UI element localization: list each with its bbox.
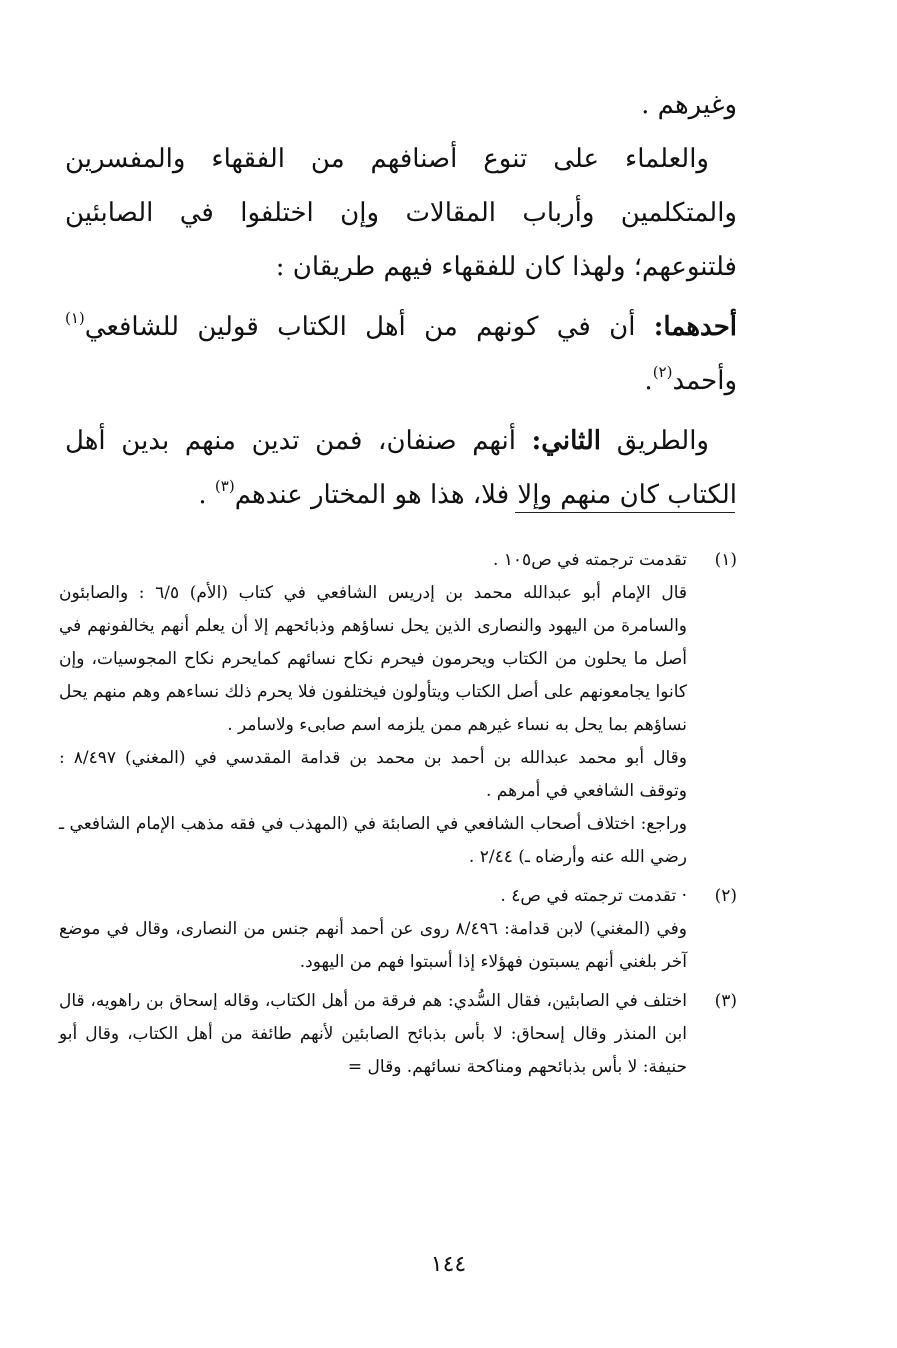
footnote-paragraph: قال الإمام أبو عبدالله محمد بن إدريس الشافعي في كتاب (الأم) ٦/٥ : والصابئون والسامرة من اليهود والنصارى الذين يحل نساؤهم وذبائحهم إلا أن يعلم أنهم يخالفونهم في أصل ما يحلون من الكتاب ويحرمون فيحرم نكاح نسائهم كمايحرم نكاح المجوسيات، وإن كانوا يجامعونهم على أصل الكتاب ويتأولون فيختلفون فلا يحرم ذلك نساءهم وهم منهم يحل نساؤهم بما يحل به نساء غيرهم ممن يلزمه اسم صابىء ولاسامر . bbox=[59, 583, 687, 735]
first-way-text-2: وأحمد bbox=[672, 366, 737, 396]
footnote-2 bbox=[59, 880, 737, 979]
main-text bbox=[65, 78, 737, 528]
first-way-text: أن في كونهم من أهل الكتاب قولين للشافعي bbox=[84, 312, 654, 342]
second-way-end: . bbox=[198, 480, 215, 510]
footnote-paragraph: وفي (المغني) لابن قدامة: ٨/٤٩٦ روى عن أحمد أنهم جنس من النصارى، وقال في موضع آخر بلغني أنهم يسبتون فهؤلاء إذا أسبتوا فهم من اليهود. bbox=[59, 919, 687, 972]
footnotes-section bbox=[59, 544, 737, 1090]
paragraph-continuation: وغيرهم . bbox=[641, 90, 737, 120]
footnote-paragraph: اختلف في الصابئين، فقال السُّدي: هم فرقة من أهل الكتاب، وقاله إسحاق بن راهويه، قال ابن المنذر وقال إسحاق: لا بأس بذبائح الصابئين لأنهم طائفة من أهل الكتاب، وقال أبو حنيفة: لا بأس بذبائحهم ومناكحة نسائهم. وقال = bbox=[59, 991, 687, 1077]
first-way-label: أحدهما: bbox=[653, 312, 737, 342]
second-way-text: أنهم صنفان، فمن تدين منهم بدين أهل الكتاب كان منهم وإلا فلا، هذا هو المختار عندهم bbox=[65, 426, 737, 510]
footnote-1 bbox=[59, 544, 737, 874]
footnote-separator bbox=[515, 512, 735, 513]
paragraph-second-way bbox=[65, 414, 737, 522]
footnote-number: (٣) bbox=[714, 991, 737, 1011]
second-way-intro: والطريق bbox=[601, 426, 709, 456]
footnote-number: (٢) bbox=[714, 886, 737, 906]
paragraph-scholars: والعلماء على تنوع أصنافهم من الفقهاء والمفسرين والمتكلمين وأرباب المقالات وإن اختلفوا في الصابئين فلتنوعهم؛ ولهذا كان للفقهاء فيهم طريقان : bbox=[65, 144, 737, 282]
footnote-paragraph: تقدمت ترجمته في ص١٠٥ . bbox=[492, 550, 687, 570]
footnote-ref-1: (١) bbox=[65, 309, 85, 328]
first-way-end: . bbox=[644, 366, 653, 396]
footnote-3 bbox=[59, 985, 737, 1084]
page-number: ١٤٤ bbox=[430, 1252, 467, 1277]
footnote-paragraph: وراجع: اختلاف أصحاب الشافعي في الصابئة في (المهذب في فقه مذهب الإمام الشافعي ـ رضي الله عنه وأرضاه ـ) ٢/٤٤ . bbox=[59, 814, 687, 867]
footnote-paragraph: وقال أبو محمد عبدالله بن أحمد بن محمد بن قدامة المقدسي في (المغني) ٨/٤٩٧ : وتوقف الشافعي في أمرهم . bbox=[59, 748, 688, 801]
footnote-ref-2: (٢) bbox=[652, 363, 673, 382]
footnote-paragraph: · تقدمت ترجمته في ص٤ . bbox=[500, 886, 687, 906]
second-way-label: الثاني: bbox=[531, 426, 602, 456]
paragraph-first-way bbox=[65, 300, 737, 408]
footnote-ref-3: (٣) bbox=[214, 477, 235, 496]
footnote-number: (١) bbox=[714, 550, 737, 570]
